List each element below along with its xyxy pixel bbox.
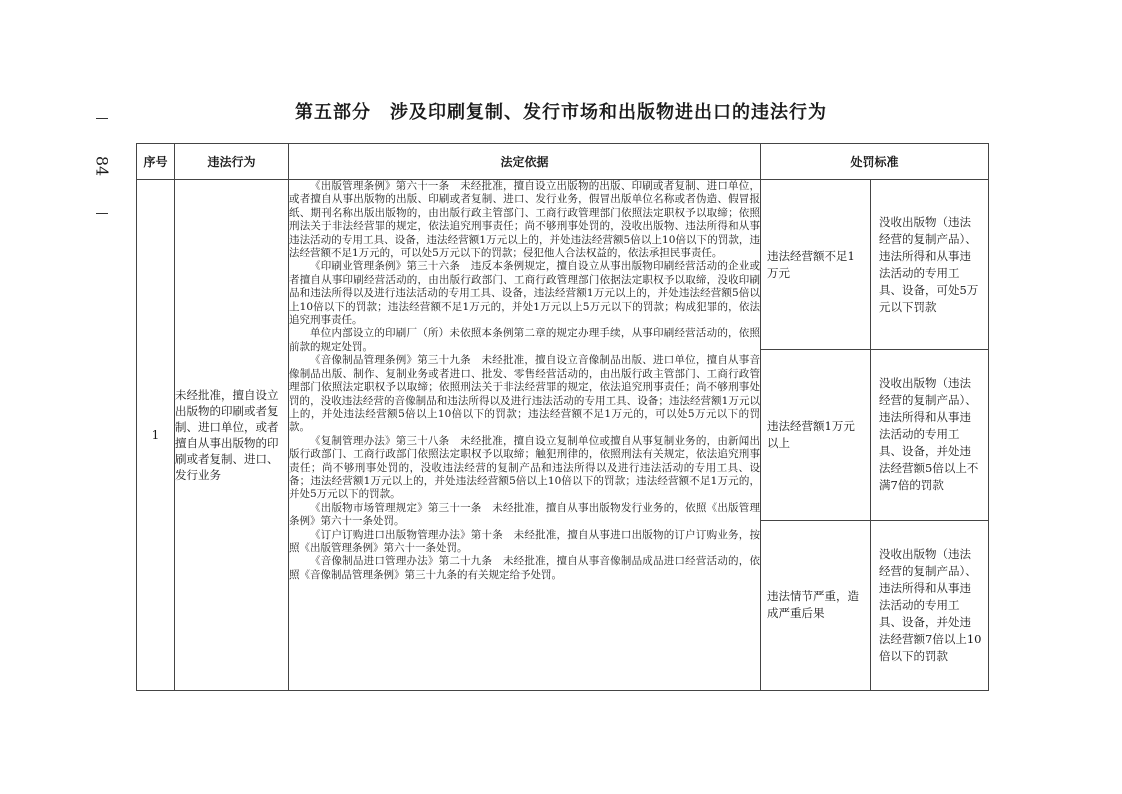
penalty-row	[761, 180, 988, 350]
table-header-row	[137, 144, 989, 180]
basis-paragraph: 《复制管理办法》第三十八条 未经批准，擅自设立复制单位或擅自从事复制业务的，由新闻出版行政部门、工商行政部门依照法定职权予以取缔；触犯刑律的，依照刑法有关规定，依法追究刑事责任；尚不够刑事处罚的，没收违法经营的复制产品和违法所得以及进行违法活动的专用工具、设备；违法经营额1万元以上的，并处违法经营额5倍以上10倍以下的罚款；违法经营额不足1万元的，并处5万元以下的罚款。	[289, 434, 760, 501]
basis-paragraph: 《出版管理条例》第六十一条 未经批准，擅自设立出版物的出版、印刷或者复制、进口单位，或者擅自从事出版物的出版、印刷或者复制、进口、发行业务，假冒出版单位名称或者伪造、假冒报纸、期刊名称出版出版物的，由出版行政主管部门、工商行政管理部门依照法定职权予以取缔；依照刑法关于非法经营罪的规定，依法追究刑事责任；尚不够刑事处罚的，没收出版物、违法所得和从事违法活动的专用工具、设备，违法经营额1万元以上的，并处违法经营额5倍以上10倍以下的罚款，违法经营额不足1万元的，可以处5万元以下的罚款；侵犯他人合法权益的，依法承担民事责任。	[289, 180, 760, 260]
header-penalty: 处罚标准	[761, 144, 989, 180]
basis-paragraph: 《出版物市场管理规定》第三十一条 未经批准，擅自从事出版物发行业务的，依照《出版管理条例》第六十一条处罚。	[289, 501, 760, 528]
header-basis: 法定依据	[289, 144, 761, 180]
page-number: 84	[92, 155, 112, 177]
penalty-condition: 违法经营额1万元以上	[761, 350, 871, 519]
row-act: 未经批准，擅自设立出版物的印刷或者复制、进口单位，或者擅自从事出版物的印刷或者复制、进口、发行业务	[175, 180, 289, 691]
penalty-condition: 违法情节严重，造成严重后果	[761, 521, 871, 690]
basis-paragraph: 《音像制品管理条例》第三十九条 未经批准，擅自设立音像制品出版、进口单位，擅自从事音像制品出版、制作、复制业务或者进口、批发、零售经营活动的，由出版行政主管部门、工商行政管理部门依照法定职权予以取缔；依照刑法关于非法经营罪的规定，依法追究刑事责任；尚不够刑事处罚的，没收违法经营的音像制品和违法所得以及进行违法活动的专用工具、设备；违法经营额1万元以上的，并处违法经营额5倍以上10倍以下的罚款；违法经营额不足1万元的，可以处5万元以下的罚款。	[289, 354, 760, 434]
penalty-row	[761, 350, 988, 520]
penalty-row	[761, 521, 988, 690]
penalty-condition: 违法经营额不足1万元	[761, 180, 871, 349]
penalty-result: 没收出版物（违法经营的复制产品）、违法所得和从事违法活动的专用工具、设备，可处5万元以下罚款	[879, 214, 979, 314]
header-act: 违法行为	[175, 144, 289, 180]
violation-table	[136, 143, 989, 691]
page-number-dash-bottom	[96, 213, 108, 214]
basis-paragraph: 《印刷业管理条例》第三十六条 违反本条例规定，擅自设立从事出版物印刷经营活动的企业或者擅自从事印刷经营活动的，由出版行政部门、工商行政管理部门依据法定职权予以取缔，没收印刷品和违法所得以及进行违法活动的专用工具、设备，违法经营额1万元以上的，并处违法经营额5倍以上10倍以下的罚款；违法经营额不足1万元的，并处1万元以上5万元以下的罚款；构成犯罪的，依法追究刑事责任。	[289, 260, 760, 327]
row-penalty	[761, 180, 989, 691]
header-seq: 序号	[137, 144, 175, 180]
page-number-marker	[94, 118, 110, 214]
penalty-result: 没收出版物（违法经营的复制产品）、违法所得和从事违法活动的专用工具、设备，并处违法经营额7倍以上10倍以下的罚款	[879, 546, 982, 663]
basis-paragraph: 《音像制品进口管理办法》第二十九条 未经批准，擅自从事音像制品成品进口经营活动的，依照《音像制品管理条例》第三十九条的有关规定给予处罚。	[289, 555, 760, 581]
page-title: 第五部分 涉及印刷复制、发行市场和出版物进出口的违法行为	[295, 102, 827, 123]
page-number-dash-top	[96, 118, 108, 119]
penalty-grid	[761, 180, 988, 690]
basis-paragraph: 《订户订购进口出版物管理办法》第十条 未经批准，擅自从事进口出版物的订户订购业务，按照《出版管理条例》第六十一条处罚。	[289, 528, 760, 554]
basis-paragraph: 单位内部设立的印刷厂（所）未依照本条例第二章的规定办理手续，从事印刷经营活动的，依照前款的规定处罚。	[289, 327, 760, 353]
penalty-result: 没收出版物（违法经营的复制产品）、违法所得和从事违法活动的专用工具、设备，并处违法经营额5倍以上不满7倍的罚款	[879, 376, 979, 493]
row-basis	[289, 180, 761, 691]
row-seq: 1	[137, 180, 175, 691]
table-row	[137, 180, 989, 691]
